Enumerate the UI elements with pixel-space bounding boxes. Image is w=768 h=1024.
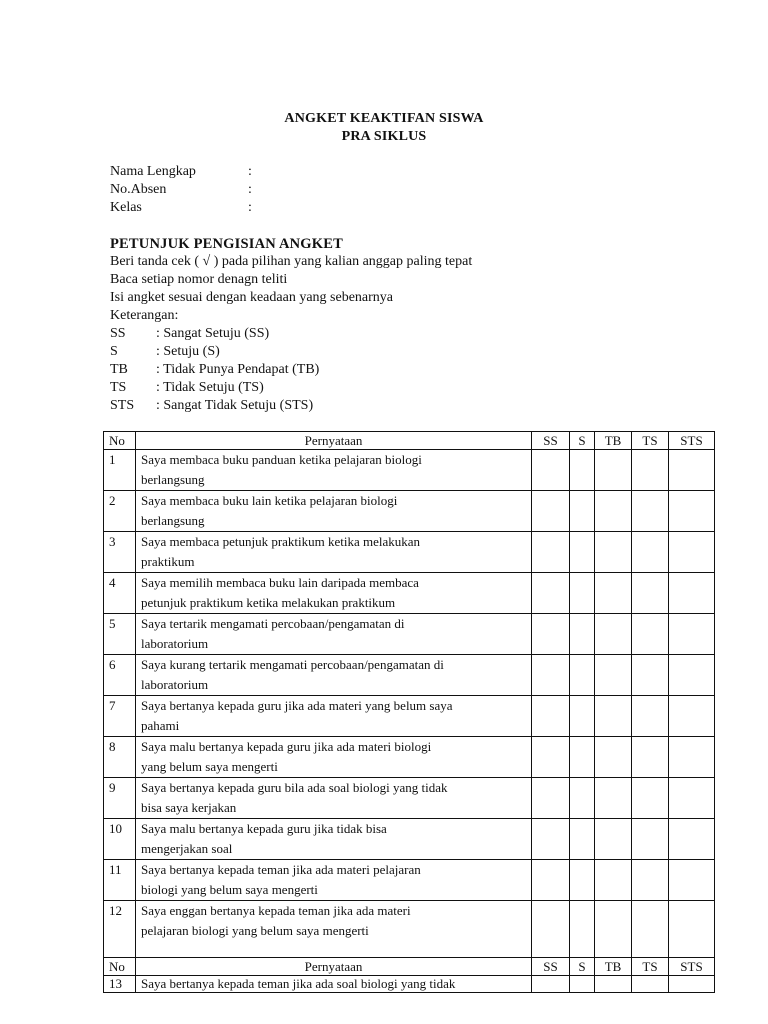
answer-cell-tb[interactable] (595, 573, 632, 614)
header-ss: SS (532, 432, 570, 450)
row-statement (136, 491, 532, 532)
answer-cell-sts[interactable] (669, 491, 715, 532)
answer-cell-sts[interactable] (669, 655, 715, 696)
answer-cell-ts[interactable] (632, 860, 669, 901)
answer-cell-ss[interactable] (532, 778, 570, 819)
header-no: No (104, 958, 136, 976)
legend-code: SS (110, 326, 126, 341)
answer-cell-s[interactable] (570, 614, 595, 655)
statement-line: Saya membaca buku panduan ketika pelajaran biologi (141, 452, 422, 467)
answer-cell-tb[interactable] (595, 737, 632, 778)
row-statement: Saya bertanya kepada teman jika ada soal biologi yang tidak (136, 976, 532, 993)
legend-row (110, 361, 472, 379)
answer-cell-sts[interactable] (669, 737, 715, 778)
answer-cell-sts[interactable] (669, 532, 715, 573)
identity-kelas-colon: : (248, 200, 252, 215)
answer-cell-tb[interactable] (595, 860, 632, 901)
answer-cell-sts[interactable] (669, 614, 715, 655)
answer-cell-s[interactable] (570, 491, 595, 532)
answer-cell-sts[interactable] (669, 901, 715, 958)
identity-absen-label: No.Absen (110, 182, 167, 197)
table-row (104, 450, 715, 491)
legend-desc: : Setuju (S) (156, 344, 220, 359)
row-number: 2 (104, 491, 136, 532)
answer-cell-ts[interactable] (632, 573, 669, 614)
statement-line: Saya membaca petunjuk praktikum ketika melakukan (141, 534, 421, 549)
row-number: 5 (104, 614, 136, 655)
statement-line: petunjuk praktikum ketika melakukan praktikum (141, 595, 396, 610)
statement-line: berlangsung (141, 513, 205, 528)
answer-cell-s[interactable] (570, 532, 595, 573)
statement-line: Saya memilih membaca buku lain daripada membaca (141, 575, 419, 590)
table-row (104, 573, 715, 614)
answer-cell-tb[interactable] (595, 614, 632, 655)
answer-cell-s[interactable] (570, 819, 595, 860)
header-sts: STS (669, 958, 715, 976)
answer-cell-ts[interactable] (632, 491, 669, 532)
answer-cell-ss[interactable] (532, 696, 570, 737)
table-row (104, 778, 715, 819)
statement-line: yang belum saya mengerti (141, 759, 278, 774)
row-statement (136, 901, 532, 958)
row-number: 7 (104, 696, 136, 737)
legend-code: S (110, 344, 118, 359)
row-statement (136, 778, 532, 819)
row-number: 8 (104, 737, 136, 778)
table-header-row-repeat (104, 958, 715, 976)
statement-line: pelajaran biologi yang belum saya mengerti (141, 923, 369, 938)
statement-line: Saya bertanya kepada guru jika ada materi yang belum saya (141, 698, 453, 713)
table-row (104, 491, 715, 532)
answer-cell-ss[interactable] (532, 532, 570, 573)
statement-line: laboratorium (141, 636, 209, 651)
header-pernyataan: Pernyataan (136, 432, 532, 450)
identity-kelas-row (110, 199, 252, 217)
answer-cell-s[interactable] (570, 860, 595, 901)
legend-code: TB (110, 362, 128, 377)
legend-row (110, 343, 472, 361)
answer-cell-ss[interactable] (532, 573, 570, 614)
table-row (104, 655, 715, 696)
answer-cell-sts[interactable] (669, 819, 715, 860)
table-row (104, 737, 715, 778)
answer-cell-sts[interactable] (669, 860, 715, 901)
answer-cell-tb[interactable] (595, 819, 632, 860)
table-header-row (104, 432, 715, 450)
row-number: 9 (104, 778, 136, 819)
legend-desc: : Tidak Punya Pendapat (TB) (156, 362, 320, 377)
answer-cell-ts[interactable] (632, 778, 669, 819)
statement-line: bisa saya kerjakan (141, 800, 237, 815)
row-number: 10 (104, 819, 136, 860)
row-statement (136, 573, 532, 614)
header-no: No (104, 432, 136, 450)
answer-cell-ss[interactable] (532, 655, 570, 696)
answer-cell-ss[interactable] (532, 819, 570, 860)
answer-cell-tb[interactable] (595, 901, 632, 958)
table-row (104, 976, 715, 993)
identity-kelas-label: Kelas (110, 200, 142, 215)
row-statement (136, 614, 532, 655)
answer-cell-ts[interactable] (632, 901, 669, 958)
row-statement (136, 655, 532, 696)
legend-desc: : Tidak Setuju (TS) (156, 380, 264, 395)
table-row (104, 819, 715, 860)
statement-line: pahami (141, 718, 180, 733)
legend-desc: : Sangat Setuju (SS) (156, 326, 270, 341)
row-number: 11 (104, 860, 136, 901)
answer-cell-tb[interactable] (595, 450, 632, 491)
legend-code: TS (110, 380, 127, 395)
answer-cell-ss[interactable] (532, 614, 570, 655)
statement-line: Saya tertarik mengamati percobaan/pengamatan di (141, 616, 405, 631)
row-statement (136, 737, 532, 778)
row-number: 4 (104, 573, 136, 614)
statement-line: mengerjakan soal (141, 841, 233, 856)
row-number: 12 (104, 901, 136, 958)
answer-cell-ts[interactable] (632, 655, 669, 696)
instruction-line: Baca setiap nomor denagn teliti (110, 272, 288, 287)
identity-name-row (110, 163, 252, 181)
answer-cell-sts[interactable] (669, 778, 715, 819)
table-row (104, 614, 715, 655)
answer-cell-ts[interactable] (632, 614, 669, 655)
row-statement (136, 450, 532, 491)
instruction-line: Beri tanda cek ( √ ) pada pilihan yang kalian anggap paling tepat (110, 254, 473, 269)
answer-cell-sts[interactable] (669, 696, 715, 737)
answer-cell-tb[interactable] (595, 976, 632, 993)
answer-cell-ts[interactable] (632, 737, 669, 778)
header-ts: TS (632, 958, 669, 976)
statement-line: Saya malu bertanya kepada guru jika ada materi biologi (141, 739, 432, 754)
header-ss: SS (532, 958, 570, 976)
instructions-heading: PETUNJUK PENGISIAN ANGKET (110, 236, 344, 252)
header-tb: TB (595, 432, 632, 450)
row-number: 13 (104, 976, 136, 993)
answer-cell-ss[interactable] (532, 901, 570, 958)
statement-line: Saya membaca buku lain ketika pelajaran biologi (141, 493, 398, 508)
table-row (104, 532, 715, 573)
header-s: S (570, 958, 595, 976)
title-line-1: ANGKET KEAKTIFAN SISWA (284, 111, 484, 126)
answer-cell-ts[interactable] (632, 819, 669, 860)
row-number: 3 (104, 532, 136, 573)
answer-cell-ts[interactable] (632, 696, 669, 737)
legend-row (110, 379, 472, 397)
row-statement (136, 819, 532, 860)
answer-cell-s[interactable] (570, 778, 595, 819)
answer-cell-tb[interactable] (595, 696, 632, 737)
answer-cell-tb[interactable] (595, 655, 632, 696)
statement-line: praktikum (141, 554, 195, 569)
answer-cell-s[interactable] (570, 655, 595, 696)
answer-cell-tb[interactable] (595, 532, 632, 573)
header-sts: STS (669, 432, 715, 450)
statement-line: Saya bertanya kepada guru bila ada soal biologi yang tidak (141, 780, 448, 795)
legend-code: STS (110, 398, 135, 413)
answer-cell-ts[interactable] (632, 976, 669, 993)
answer-cell-ss[interactable] (532, 976, 570, 993)
answer-cell-ss[interactable] (532, 737, 570, 778)
table-row (104, 901, 715, 958)
statement-line: Saya kurang tertarik mengamati percobaan/pengamatan di (141, 657, 444, 672)
identity-absen-row (110, 181, 252, 199)
legend-row (110, 325, 472, 343)
answer-cell-tb[interactable] (595, 491, 632, 532)
answer-cell-s[interactable] (570, 450, 595, 491)
statement-line: Saya malu bertanya kepada guru jika tidak bisa (141, 821, 387, 836)
answer-cell-ss[interactable] (532, 491, 570, 532)
legend-desc: : Sangat Tidak Setuju (STS) (156, 398, 314, 413)
answer-cell-tb[interactable] (595, 778, 632, 819)
statement-line: laboratorium (141, 677, 209, 692)
instruction-line: Isi angket sesuai dengan keadaan yang sebenarnya (110, 290, 393, 305)
row-statement (136, 860, 532, 901)
row-statement (136, 532, 532, 573)
table-row (104, 696, 715, 737)
answer-cell-sts[interactable] (669, 573, 715, 614)
answer-cell-s[interactable] (570, 901, 595, 958)
row-number: 6 (104, 655, 136, 696)
identity-absen-colon: : (248, 182, 252, 197)
statement-line: berlangsung (141, 472, 205, 487)
identity-name-label: Nama Lengkap (110, 164, 196, 179)
legend-row (110, 397, 472, 415)
header-pernyataan: Pernyataan (136, 958, 532, 976)
questionnaire-table (103, 431, 715, 993)
instruction-line: Keterangan: (110, 308, 179, 323)
header-ts: TS (632, 432, 669, 450)
identity-name-colon: : (248, 164, 252, 179)
answer-cell-s[interactable] (570, 976, 595, 993)
title-line-2: PRA SIKLUS (341, 129, 427, 144)
answer-cell-sts[interactable] (669, 976, 715, 993)
header-s: S (570, 432, 595, 450)
answer-cell-ss[interactable] (532, 450, 570, 491)
answer-cell-s[interactable] (570, 696, 595, 737)
statement-line: biologi yang belum saya mengerti (141, 882, 318, 897)
row-statement (136, 696, 532, 737)
instructions-block (110, 235, 472, 415)
answer-cell-sts[interactable] (669, 450, 715, 491)
answer-cell-ts[interactable] (632, 450, 669, 491)
answer-cell-ss[interactable] (532, 860, 570, 901)
header-tb: TB (595, 958, 632, 976)
statement-line: Saya bertanya kepada teman jika ada materi pelajaran (141, 862, 421, 877)
row-number: 1 (104, 450, 136, 491)
answer-cell-s[interactable] (570, 737, 595, 778)
answer-cell-s[interactable] (570, 573, 595, 614)
statement-line: Saya enggan bertanya kepada teman jika ada materi (141, 903, 411, 918)
table-row (104, 860, 715, 901)
answer-cell-ts[interactable] (632, 532, 669, 573)
